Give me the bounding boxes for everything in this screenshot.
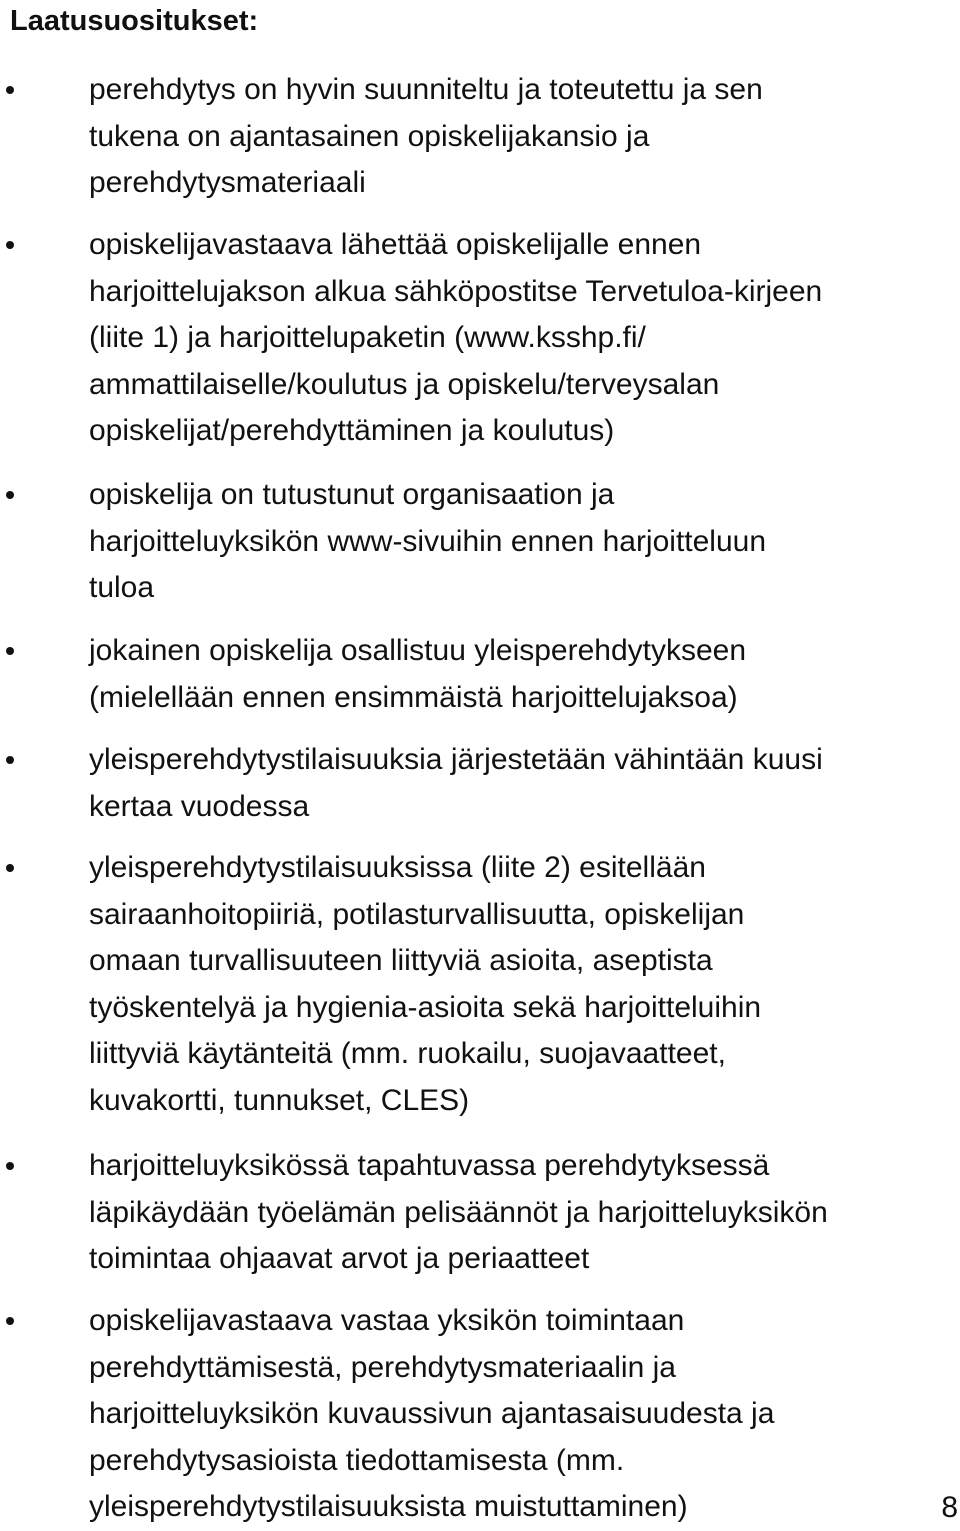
bullet-icon (6, 756, 14, 764)
bullet-icon (6, 864, 14, 872)
list-item-line: perehdytys on hyvin suunniteltu ja toteutettu ja sen (89, 73, 763, 106)
list-item-line: opiskelijat/perehdyttäminen ja koulutus) (89, 414, 615, 448)
list-item-line: liittyviä käytänteitä (mm. ruokailu, suojavaatteet, (89, 1037, 726, 1071)
list-item-line: jokainen opiskelija osallistuu yleisperehdytykseen (89, 634, 747, 667)
list-item-line: sairaanhoitopiiriä, potilasturvallisuutta, opiskelijan (89, 897, 745, 931)
list-item-line: perehdytysmateriaali (89, 166, 366, 200)
list-item-line: opiskelijavastaava vastaa yksikön toimintaan (89, 1304, 685, 1337)
list-item-line: tukena on ajantasainen opiskelijakansio ja (89, 119, 650, 153)
list-item-line: (mielellään ennen ensimmäistä harjoittelujaksoa) (89, 680, 738, 714)
list-item-line: harjoitteluyksikön kuvaussivun ajantasaisuudesta ja (89, 1397, 775, 1431)
list-item-line: opiskelija on tutustunut organisaation ja (89, 478, 615, 511)
list-item-line: omaan turvallisuuteen liittyviä asioita, aseptista (89, 944, 713, 978)
list-item-line: työskentelyä ja hygienia-asioita sekä harjoitteluihin (89, 990, 762, 1024)
page-heading: Laatusuositukset: (10, 5, 259, 37)
page-number: 8 (941, 1491, 958, 1524)
bullet-icon (6, 1162, 14, 1170)
list-item-line: toimintaa ohjaavat arvot ja periaatteet (89, 1242, 590, 1276)
list-item-line: (liite 1) ja harjoittelupaketin (www.ksshp.fi/ (89, 321, 646, 355)
list-item-line: opiskelijavastaava lähettää opiskelijalle ennen (89, 228, 702, 261)
bullet-icon (6, 647, 14, 655)
list-item-line: tuloa (89, 571, 155, 605)
bullet-icon (6, 86, 14, 94)
list-item-line: yleisperehdytystilaisuuksissa (liite 2) esitellään (89, 851, 706, 884)
list-item-line: kertaa vuodessa (89, 789, 310, 823)
list-item-line: läpikäydään työelämän pelisäännöt ja harjoitteluyksikön (89, 1195, 828, 1229)
list-item-line: yleisperehdytystilaisuuksista muistuttaminen) (89, 1490, 688, 1524)
list-item-line: harjoitteluyksikön www-sivuihin ennen harjoitteluun (89, 524, 767, 558)
list-item-line: perehdyttämisestä, perehdytysmateriaalin ja (89, 1350, 676, 1384)
bullet-icon (6, 491, 14, 499)
list-item-line: kuvakortti, tunnukset, CLES) (89, 1084, 470, 1117)
list-item-line: harjoitteluyksikössä tapahtuvassa perehdytyksessä (89, 1149, 770, 1182)
list-item-line: perehdytysasioista tiedottamisesta (mm. (89, 1443, 625, 1477)
bullet-icon (6, 241, 14, 249)
list-item-line: yleisperehdytystilaisuuksia järjestetään vähintään kuusi (89, 743, 823, 776)
list-item-line: ammattilaiselle/koulutus ja opiskelu/terveysalan (89, 367, 720, 401)
list-item-line: harjoittelujakson alkua sähköpostitse Tervetuloa-kirjeen (89, 274, 823, 308)
bullet-icon (6, 1317, 14, 1325)
